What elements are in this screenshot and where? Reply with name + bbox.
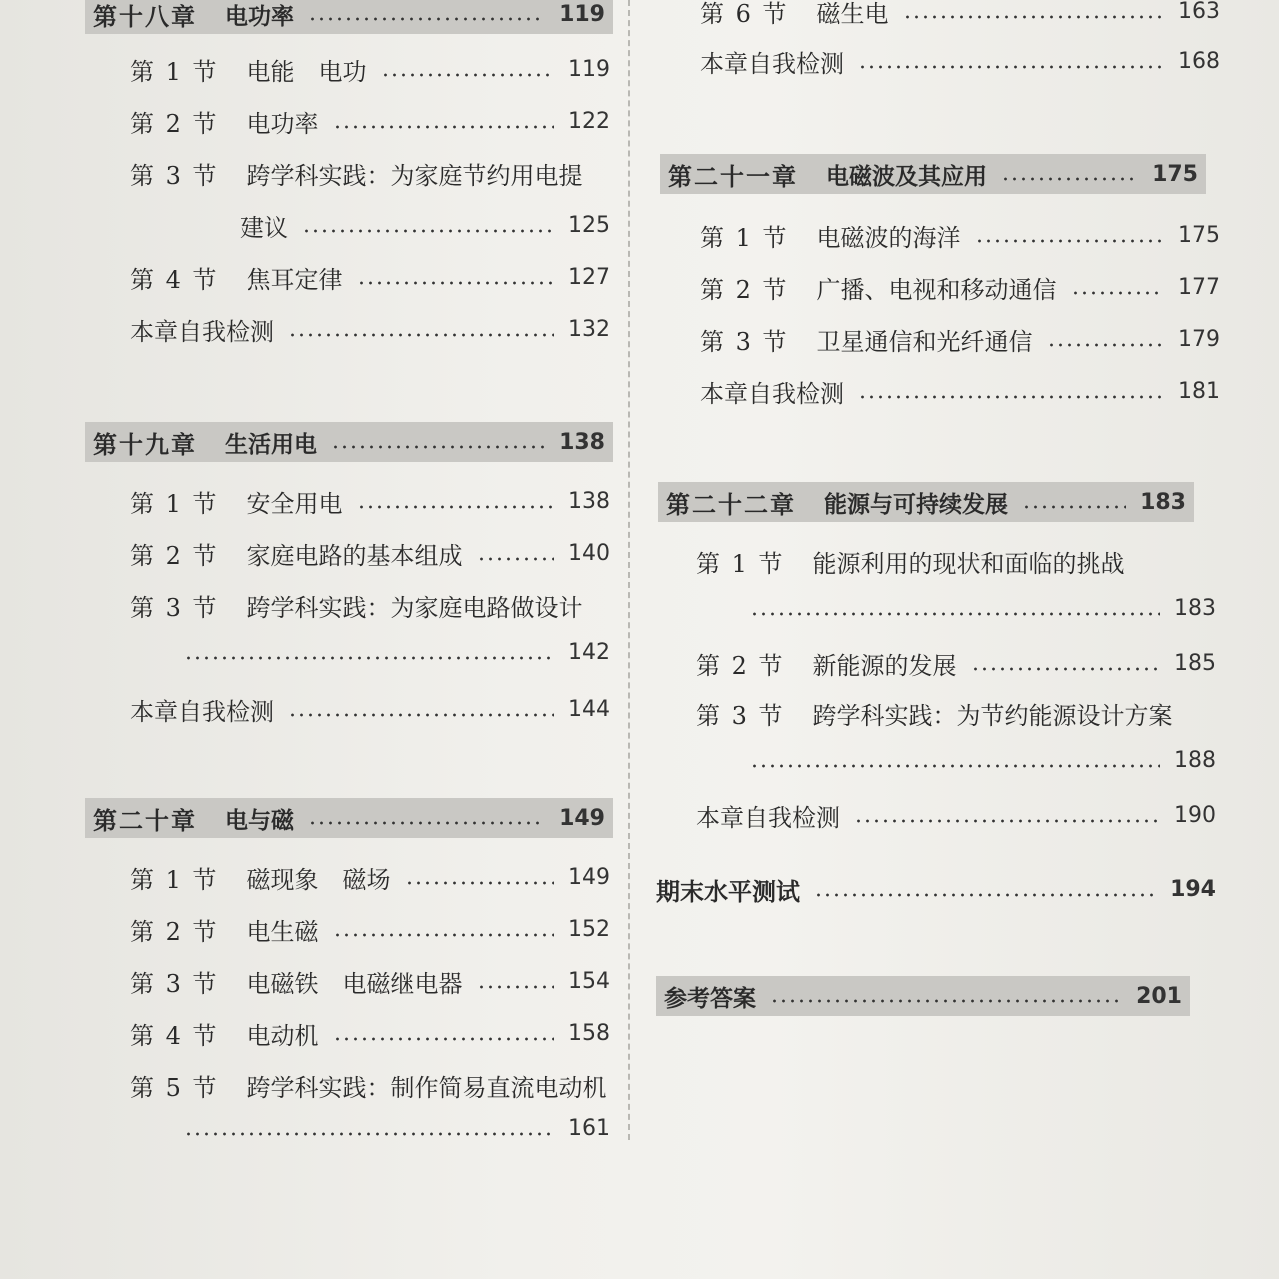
leader-dots <box>903 15 1164 19</box>
section-21-1[interactable] <box>700 218 1220 253</box>
page-number: 185 <box>1174 651 1216 676</box>
section-number: 第 1 节 <box>130 58 219 86</box>
section-19-3-cont[interactable] <box>170 640 610 665</box>
leader-dots <box>357 505 554 509</box>
section-18-3-cont[interactable] <box>240 208 610 243</box>
page-number: 138 <box>559 429 605 455</box>
page-number: 140 <box>568 541 610 566</box>
section-title: 安全用电 <box>246 490 343 518</box>
page-number: 175 <box>1152 161 1198 187</box>
section-19-2[interactable] <box>130 536 610 571</box>
page-number: 144 <box>568 697 610 722</box>
leader-dots <box>288 713 554 717</box>
leader-dots <box>331 445 545 449</box>
section-number: 第 3 节 <box>700 328 789 356</box>
page-number: 181 <box>1178 379 1220 404</box>
leader-dots <box>477 557 554 561</box>
page-number: 168 <box>1178 49 1220 74</box>
section-20-5[interactable] <box>130 1068 610 1103</box>
leader-dots <box>302 229 554 233</box>
leader-dots <box>308 17 545 21</box>
section-number: 第 1 节 <box>130 490 219 518</box>
page-number: 149 <box>568 865 610 890</box>
section-19-3[interactable] <box>130 588 610 623</box>
chapter-label: 第二十一章 <box>668 162 798 191</box>
section-20-3[interactable] <box>130 964 610 999</box>
section-number: 第 1 节 <box>696 550 785 578</box>
leader-dots <box>975 239 1164 243</box>
section-number: 第 3 节 <box>130 970 219 998</box>
section-number: 第 2 节 <box>700 276 789 304</box>
section-number: 第 2 节 <box>130 542 219 570</box>
page-number: 122 <box>568 109 610 134</box>
leader-dots <box>971 667 1160 671</box>
leader-dots <box>814 893 1156 897</box>
chapter-title: 能源与可持续发展 <box>824 491 1008 518</box>
page-number: 127 <box>568 265 610 290</box>
section-18-4[interactable] <box>130 260 610 295</box>
leader-dots <box>1071 291 1164 295</box>
section-number: 第 1 节 <box>700 224 789 252</box>
leader-dots <box>477 985 554 989</box>
page-number: 158 <box>568 1021 610 1046</box>
chapter-19-test[interactable] <box>130 692 610 727</box>
page-number: 177 <box>1178 275 1220 300</box>
section-number: 第 2 节 <box>130 918 219 946</box>
leader-dots <box>357 281 554 285</box>
section-title: 本章自我检测 <box>130 698 274 726</box>
page-number: 183 <box>1174 596 1216 621</box>
section-number: 第 1 节 <box>130 866 219 894</box>
section-20-6[interactable] <box>700 0 1220 29</box>
page-number: 194 <box>1170 877 1216 902</box>
chapter-title: 电功率 <box>225 3 294 30</box>
chapter-22-row[interactable] <box>658 482 1194 522</box>
leader-dots <box>1001 177 1138 181</box>
chapter-21-test[interactable] <box>700 374 1220 409</box>
leader-dots <box>1022 505 1126 509</box>
section-number: 第 2 节 <box>696 652 785 680</box>
page-number: 119 <box>568 57 610 82</box>
section-title: 本章自我检测 <box>700 50 844 78</box>
page-number: 190 <box>1174 803 1216 828</box>
section-number: 第 4 节 <box>130 266 219 294</box>
section-number: 第 3 节 <box>130 162 219 190</box>
section-20-1[interactable] <box>130 860 610 895</box>
leader-dots <box>750 764 1160 768</box>
section-21-2[interactable] <box>700 270 1220 305</box>
page-number: 149 <box>559 805 605 831</box>
section-title: 本章自我检测 <box>700 380 844 408</box>
leader-dots <box>333 933 554 937</box>
chapter-19-row[interactable] <box>85 422 613 462</box>
section-title: 磁生电 <box>816 0 889 28</box>
chapter-label: 第二十二章 <box>666 490 796 519</box>
leader-dots <box>333 1037 554 1041</box>
section-title: 卫星通信和光纤通信 <box>816 328 1033 356</box>
section-title: 期末水平测试 <box>656 878 800 906</box>
page-number: 119 <box>559 1 605 27</box>
section-18-3[interactable] <box>130 156 610 191</box>
chapter-label: 第十九章 <box>93 430 197 459</box>
section-20-4[interactable] <box>130 1016 610 1051</box>
section-22-1[interactable] <box>696 544 1216 579</box>
section-22-1-cont[interactable] <box>736 596 1216 621</box>
final-test-row[interactable] <box>656 872 1216 907</box>
page-number: 138 <box>568 489 610 514</box>
leader-dots <box>184 1132 554 1136</box>
leader-dots <box>1047 343 1164 347</box>
section-title: 电磁波的海洋 <box>816 224 961 252</box>
page-number: 154 <box>568 969 610 994</box>
section-title: 广播、电视和移动通信 <box>816 276 1057 304</box>
section-number: 第 3 节 <box>696 702 785 730</box>
section-title: 参考答案 <box>664 985 756 1012</box>
column-divider <box>628 0 630 1140</box>
leader-dots <box>854 819 1160 823</box>
page-number: 175 <box>1178 223 1220 248</box>
section-number: 第 4 节 <box>130 1022 219 1050</box>
page-number: 183 <box>1140 489 1186 515</box>
section-22-2[interactable] <box>696 646 1216 681</box>
leader-dots <box>308 821 545 825</box>
section-19-1[interactable] <box>130 484 610 519</box>
section-22-3-cont[interactable] <box>736 748 1216 773</box>
page-number: 163 <box>1178 0 1220 24</box>
section-20-5-cont[interactable] <box>170 1116 610 1141</box>
chapter-22-test[interactable] <box>696 798 1216 833</box>
section-title: 新能源的发展 <box>812 652 957 680</box>
chapter-title: 生活用电 <box>225 431 317 458</box>
chapter-title: 电磁波及其应用 <box>826 163 987 190</box>
chapter-label: 第二十章 <box>93 806 197 835</box>
section-title: 家庭电路的基本组成 <box>246 542 463 570</box>
section-20-2[interactable] <box>130 912 610 947</box>
leader-dots <box>333 125 554 129</box>
answers-row[interactable] <box>656 976 1190 1016</box>
section-number: 第 5 节 <box>130 1074 219 1102</box>
leader-dots <box>184 656 554 660</box>
section-title: 跨学科实践：为家庭电路做设计 <box>246 594 583 622</box>
section-title: 电功率 <box>246 110 319 138</box>
section-18-2[interactable] <box>130 104 610 139</box>
page-number: 201 <box>1136 983 1182 1009</box>
section-title: 跨学科实践：为节约能源设计方案 <box>812 702 1173 730</box>
section-22-3[interactable] <box>696 696 1216 731</box>
section-title: 能源利用的现状和面临的挑战 <box>812 550 1125 578</box>
page-number: 142 <box>568 640 610 665</box>
leader-dots <box>770 999 1122 1003</box>
chapter-21-row[interactable] <box>660 154 1206 194</box>
section-title: 电动机 <box>246 1022 319 1050</box>
section-title: 跨学科实践：制作简易直流电动机 <box>246 1074 607 1102</box>
page-number: 132 <box>568 317 610 342</box>
page-number: 125 <box>568 213 610 238</box>
section-number: 第 2 节 <box>130 110 219 138</box>
page-number: 152 <box>568 917 610 942</box>
chapter-20-test[interactable] <box>700 44 1220 79</box>
section-title-continued: 建议 <box>240 214 288 242</box>
section-title: 焦耳定律 <box>246 266 343 294</box>
section-18-1[interactable] <box>130 52 610 87</box>
section-title: 电能 电功 <box>246 58 367 86</box>
leader-dots <box>858 395 1164 399</box>
chapter-18-row[interactable] <box>85 0 613 34</box>
page-number: 188 <box>1174 748 1216 773</box>
section-title: 电磁铁 电磁继电器 <box>246 970 463 998</box>
leader-dots <box>858 65 1164 69</box>
section-title: 磁现象 磁场 <box>246 866 391 894</box>
chapter-label: 第十八章 <box>93 2 197 31</box>
section-title: 本章自我检测 <box>130 318 274 346</box>
section-number: 第 6 节 <box>700 0 789 28</box>
section-title: 跨学科实践：为家庭节约用电提 <box>246 162 583 190</box>
chapter-18-test[interactable] <box>130 312 610 347</box>
section-title: 本章自我检测 <box>696 804 840 832</box>
chapter-title: 电与磁 <box>225 807 294 834</box>
section-21-3[interactable] <box>700 322 1220 357</box>
section-number: 第 3 节 <box>130 594 219 622</box>
leader-dots <box>405 881 554 885</box>
leader-dots <box>750 612 1160 616</box>
page-number: 161 <box>568 1116 610 1141</box>
chapter-20-row[interactable] <box>85 798 613 838</box>
section-title: 电生磁 <box>246 918 319 946</box>
page-number: 179 <box>1178 327 1220 352</box>
leader-dots <box>288 333 554 337</box>
leader-dots <box>381 73 554 77</box>
